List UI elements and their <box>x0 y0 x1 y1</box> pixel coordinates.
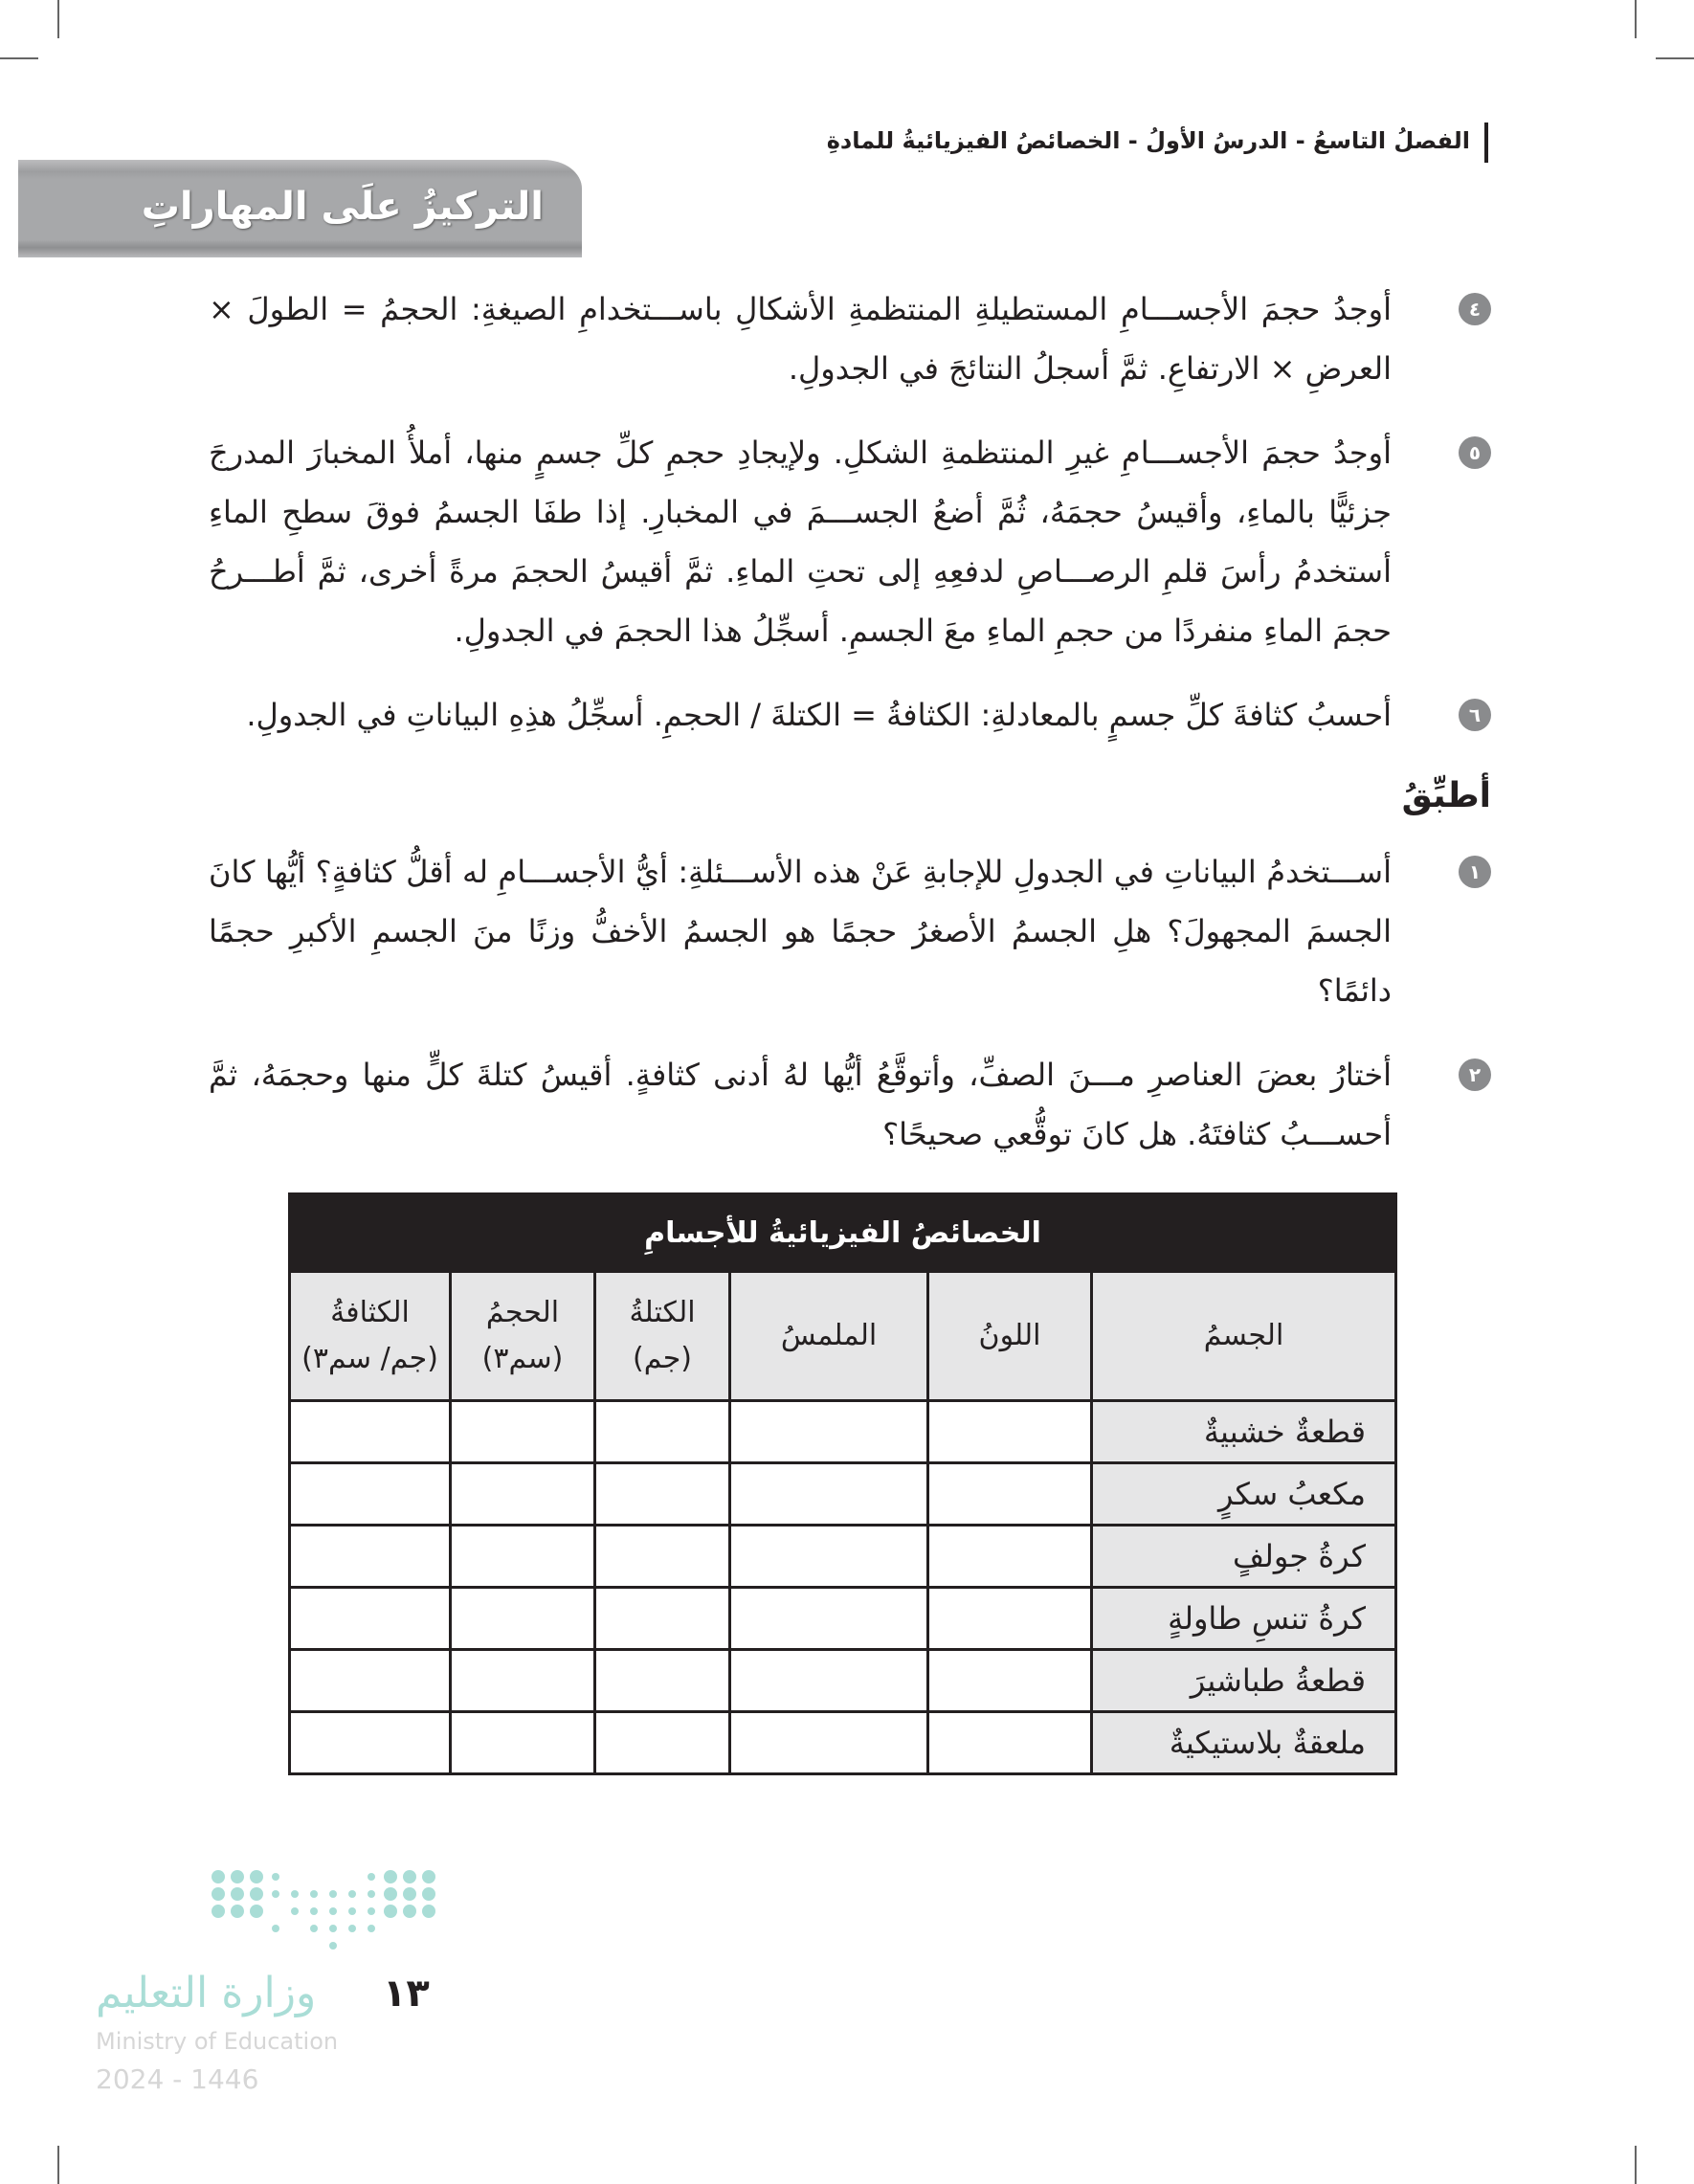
logo-dot <box>231 1905 244 1918</box>
empty-cell[interactable] <box>595 1588 730 1650</box>
empty-cell[interactable] <box>928 1526 1092 1588</box>
empty-cell[interactable] <box>451 1463 595 1526</box>
empty-cell[interactable] <box>730 1526 928 1588</box>
step <box>209 423 1491 660</box>
page-number: ١٣ <box>383 1972 430 2016</box>
empty-cell[interactable] <box>595 1712 730 1774</box>
empty-cell[interactable] <box>595 1650 730 1712</box>
object-name: ملعقةٌ بلاستيكيةٌ <box>1092 1712 1396 1774</box>
physical-properties-table <box>288 1192 1397 1775</box>
logo-dot <box>250 1887 263 1901</box>
logo-dot <box>310 1925 318 1932</box>
logo-dot <box>212 1905 225 1918</box>
logo-dot <box>212 1870 225 1883</box>
column-header-object: الجسمُ <box>1092 1272 1396 1401</box>
empty-cell[interactable] <box>928 1463 1092 1526</box>
logo-dot <box>272 1890 279 1898</box>
content-column <box>209 279 1491 1775</box>
logo-dot <box>250 1905 263 1918</box>
logo-dot <box>384 1870 397 1883</box>
crop-mark <box>1635 2146 1637 2184</box>
empty-cell[interactable] <box>730 1401 928 1463</box>
logo-dot <box>422 1905 435 1918</box>
apply-heading: أطبِّقُ <box>1401 776 1491 815</box>
empty-cell[interactable] <box>290 1650 451 1712</box>
empty-cell[interactable] <box>451 1526 595 1588</box>
object-name: مكعبُ سكرٍ <box>1092 1463 1396 1526</box>
empty-cell[interactable] <box>928 1650 1092 1712</box>
table-row <box>290 1712 1396 1774</box>
section-banner <box>18 160 582 257</box>
logo-dot <box>384 1887 397 1901</box>
logo-dot <box>368 1890 375 1898</box>
step <box>209 685 1491 745</box>
logo-dot <box>291 1890 299 1898</box>
empty-cell[interactable] <box>928 1401 1092 1463</box>
empty-cell[interactable] <box>928 1712 1092 1774</box>
table-row <box>290 1401 1396 1463</box>
empty-cell[interactable] <box>290 1463 451 1526</box>
empty-cell[interactable] <box>730 1463 928 1526</box>
crop-mark <box>57 0 59 38</box>
table-row <box>290 1588 1396 1650</box>
apply-item <box>209 842 1491 1020</box>
ministry-logo-dots <box>211 1869 450 1955</box>
empty-cell[interactable] <box>730 1712 928 1774</box>
logo-dot <box>422 1870 435 1883</box>
step-text: أحسبُ كثافةَ كلِّ جسمٍ بالمعادلةِ: الكثافةُ = الكتلةَ / الحجمِ. أسجِّلُ هذِهِ البياناتِ في الجدولِ. <box>246 697 1392 733</box>
column-header-texture: الملمسُ <box>730 1272 928 1401</box>
logo-dot <box>329 1925 337 1932</box>
step <box>209 279 1491 398</box>
logo-dot <box>231 1870 244 1883</box>
logo-dot <box>368 1873 375 1881</box>
empty-cell[interactable] <box>451 1712 595 1774</box>
object-name: كرةُ جولفٍ <box>1092 1526 1396 1588</box>
logo-dot <box>272 1873 279 1881</box>
object-name: قطعةُ طباشيرَ <box>1092 1650 1396 1712</box>
object-name: قطعةٌ خشبيةٌ <box>1092 1401 1396 1463</box>
apply-item <box>209 1045 1491 1164</box>
breadcrumb: الفصلُ التاسعُ - الدرسُ الأولُ - الخصائصُ الفيزيائيةُ للمادةِ <box>826 127 1470 154</box>
table-title: الخصائصُ الفيزيائيةُ للأجسامِ <box>290 1194 1396 1272</box>
step-number: ٤ <box>1459 293 1491 325</box>
object-name: كرةُ تنسِ طاولةٍ <box>1092 1588 1396 1650</box>
crop-mark <box>1656 57 1694 59</box>
logo-dot <box>329 1907 337 1915</box>
logo-dot <box>231 1887 244 1901</box>
column-header-density: الكثافةُ (جم/ سم٣) <box>290 1272 451 1401</box>
crop-mark <box>0 57 38 59</box>
apply-text: أســـتخدمُ البياناتِ في الجدولِ للإجابةِ عَنْ هذه الأســـئلةِ: أيُّ الأجســـامِ له أقلُّ كثافةٍ؟ أيُّها كانَ الجسمَ المجهولَ؟ هلِ الجسمُ الأصغرُ حجمًا هو الجسمُ الأخفُّ وزنًا منَ الجسمِ الأكبرِ حجمًا دائمًا؟ <box>209 854 1392 1009</box>
table-row <box>290 1650 1396 1712</box>
ministry-logo-english: Ministry of Education <box>96 2028 339 2055</box>
apply-number: ١ <box>1459 856 1491 888</box>
empty-cell[interactable] <box>290 1588 451 1650</box>
apply-number: ٢ <box>1459 1059 1491 1091</box>
apply-text: أختارُ بعضَ العناصرِ مـــنَ الصفِّ، وأتوقَّعُ أيُّها لهُ أدنى كثافةٍ. أقيسُ كتلةَ كلٍّ منها وحجمَهُ، ثمَّ أحســـبُ كثافتَهُ. هل كانَ توقُّعي صحيحًا؟ <box>209 1057 1392 1152</box>
edition-year: 2024 - 1446 <box>96 2063 259 2095</box>
header-divider <box>1484 123 1488 163</box>
crop-mark <box>57 2146 59 2184</box>
empty-cell[interactable] <box>290 1526 451 1588</box>
logo-dot <box>291 1907 299 1915</box>
empty-cell[interactable] <box>595 1526 730 1588</box>
logo-dot <box>348 1925 356 1932</box>
logo-dot <box>384 1905 397 1918</box>
logo-dot <box>403 1870 416 1883</box>
logo-dot <box>250 1870 263 1883</box>
logo-dot <box>310 1907 318 1915</box>
logo-dot <box>348 1890 356 1898</box>
logo-dot <box>212 1887 225 1901</box>
section-title: التركيزُ علَى المهاراتِ <box>141 185 544 229</box>
logo-dot <box>368 1907 375 1915</box>
column-header-mass: الكتلةُ (جم) <box>595 1272 730 1401</box>
logo-dot <box>329 1890 337 1898</box>
empty-cell[interactable] <box>595 1401 730 1463</box>
column-header-color: اللونُ <box>928 1272 1092 1401</box>
logo-dot <box>403 1905 416 1918</box>
empty-cell[interactable] <box>730 1588 928 1650</box>
empty-cell[interactable] <box>451 1401 595 1463</box>
logo-dot <box>422 1887 435 1901</box>
table-row <box>290 1526 1396 1588</box>
logo-dot <box>368 1925 375 1932</box>
logo-dot <box>329 1942 337 1950</box>
logo-dot <box>310 1890 318 1898</box>
empty-cell[interactable] <box>290 1401 451 1463</box>
empty-cell[interactable] <box>290 1712 451 1774</box>
empty-cell[interactable] <box>730 1650 928 1712</box>
column-header-volume: الحجمُ (سم٣) <box>451 1272 595 1401</box>
step-number: ٦ <box>1459 699 1491 731</box>
crop-mark <box>1635 0 1637 38</box>
logo-dot <box>272 1925 279 1932</box>
empty-cell[interactable] <box>928 1588 1092 1650</box>
ministry-logo-arabic: وزارة التعليم <box>96 1969 317 2017</box>
logo-dot <box>403 1887 416 1901</box>
step-number: ٥ <box>1459 436 1491 469</box>
step-text: أوجدُ حجمَ الأجســـامِ المستطيلةِ المنتظمةِ الأشكالِ باســـتخدامِ الصيغةِ: الحجمُ = الطولَ × العرضِ × الارتفاعِ. ثمَّ أسجلُ النتائجَ في الجدولِ. <box>209 291 1392 387</box>
logo-dot <box>348 1907 356 1915</box>
empty-cell[interactable] <box>451 1650 595 1712</box>
step-text: أوجدُ حجمَ الأجســـامِ غيرِ المنتظمةِ الشكلِ. ولإيجادِ حجمِ كلِّ جسمٍ منها، أملأُ المخبارَ المدرجَ جزئيًّا بالماءِ، وأقيسُ حجمَهُ، ثُمَّ أضعُ الجســـمَ في المخبارِ. إذا طفَا الجسمُ فوقَ سطحِ الماءِ أستخدمُ رأسَ قلمِ الرصـــاصِ لدفعِهِ إلى تحتِ الماءِ. ثمَّ أقيسُ الحجمَ مرةً أخرى، ثمَّ أطـــرحُ حجمَ الماءِ منفردًا من حجمِ الماءِ معَ الجسمِ. أسجِّلُ هذا الحجمَ في الجدولِ. <box>209 435 1392 649</box>
table-row <box>290 1463 1396 1526</box>
empty-cell[interactable] <box>595 1463 730 1526</box>
empty-cell[interactable] <box>451 1588 595 1650</box>
